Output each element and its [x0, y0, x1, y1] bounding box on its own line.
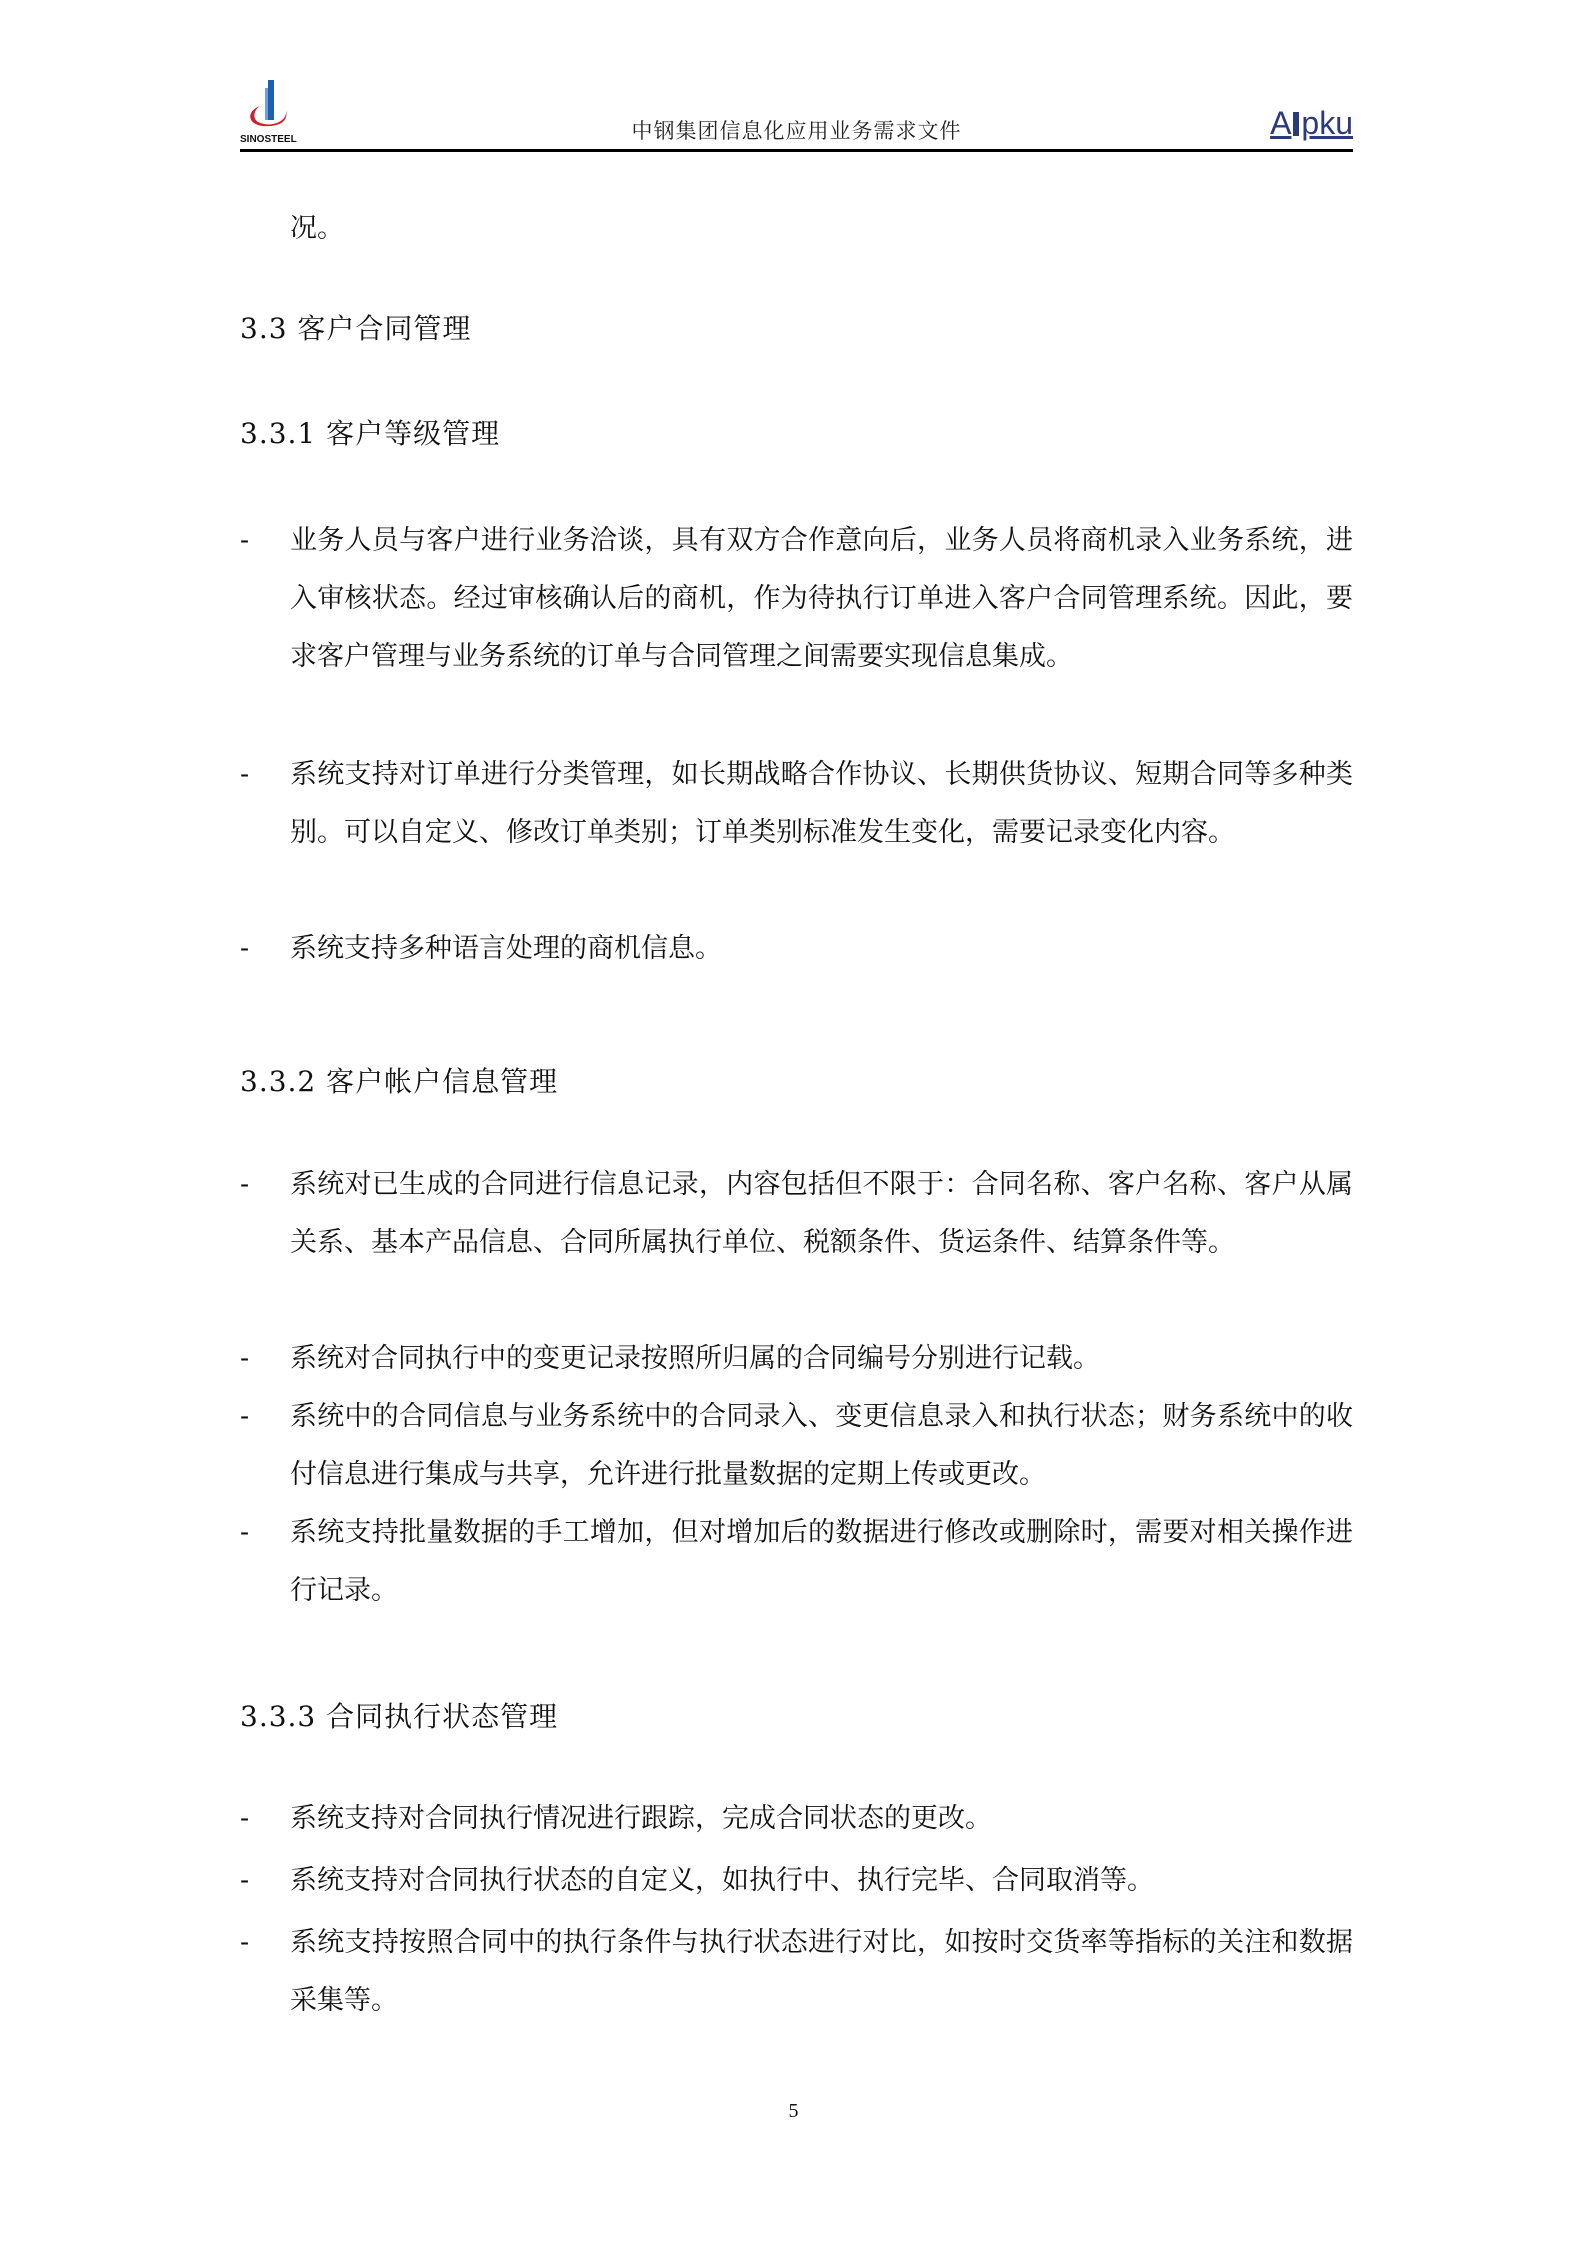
aipku-logo: A pku — [1270, 105, 1353, 141]
list-item: - 系统支持对合同执行状态的自定义，如执行中、执行完毕、合同取消等。 — [240, 1852, 1353, 1910]
section-heading-3-3-1: 3.3.1 客户等级管理 — [240, 417, 501, 450]
bullet-dash: - — [240, 1865, 250, 1896]
list-item: - 系统对合同执行中的变更记录按照所归属的合同编号分别进行记载。 — [240, 1330, 1353, 1388]
bullet-dash: - — [240, 1803, 250, 1834]
list-item: - 系统支持按照合同中的执行条件与执行状态进行对比，如按时交货率等指标的关注和数据采集等。 — [240, 1914, 1353, 2030]
list-item: - 系统支持多种语言处理的商机信息。 — [240, 920, 1353, 978]
list-item: - 业务人员与客户进行业务洽谈，具有双方合作意向后，业务人员将商机录入业务系统，进入审核状态。经过审核确认后的商机，作为待执行订单进入客户合同管理系统。因此，要求客户管理与业务系统的订单与合同管理之间需要实现信息集成。 — [240, 512, 1353, 686]
section-heading-3-3-2: 3.3.2 客户帐户信息管理 — [240, 1065, 559, 1098]
svg-text:SINOSTEEL: SINOSTEEL — [240, 134, 297, 145]
list-item: - 系统支持批量数据的手工增加，但对增加后的数据进行修改或删除时，需要对相关操作进行记录。 — [240, 1504, 1353, 1620]
header-rule — [240, 149, 1353, 152]
list-item: - 系统对已生成的合同进行信息记录，内容包括但不限于：合同名称、客户名称、客户从属关系、基本产品信息、合同所属执行单位、税额条件、货运条件、结算条件等。 — [240, 1156, 1353, 1272]
bullet-dash: - — [240, 1343, 250, 1374]
section-heading-3-3: 3.3 客户合同管理 — [240, 312, 472, 345]
bullet-dash: - — [240, 1401, 250, 1432]
bullet-dash: - — [240, 1517, 250, 1548]
bullet-dash: - — [240, 933, 250, 964]
list-item: - 系统支持对订单进行分类管理，如长期战略合作协议、长期供货协议、短期合同等多种类别。可以自定义、修改订单类别；订单类别标准发生变化，需要记录变化内容。 — [240, 746, 1353, 862]
continuation-text: 况。 — [290, 213, 344, 244]
page-number: 5 — [788, 2100, 799, 2122]
bullet-dash: - — [240, 525, 250, 556]
bullet-dash: - — [240, 759, 250, 790]
list-item: - 系统中的合同信息与业务系统中的合同录入、变更信息录入和执行状态；财务系统中的收付信息进行集成与共享，允许进行批量数据的定期上传或更改。 — [240, 1388, 1353, 1504]
list-item: - 系统支持对合同执行情况进行跟踪，完成合同状态的更改。 — [240, 1790, 1353, 1848]
page-header — [240, 70, 1353, 150]
bullet-dash: - — [240, 1169, 250, 1200]
bullet-dash: - — [240, 1927, 250, 1958]
section-heading-3-3-3: 3.3.3 合同执行状态管理 — [240, 1700, 559, 1733]
document-title: 中钢集团信息化应用业务需求文件 — [631, 119, 962, 143]
